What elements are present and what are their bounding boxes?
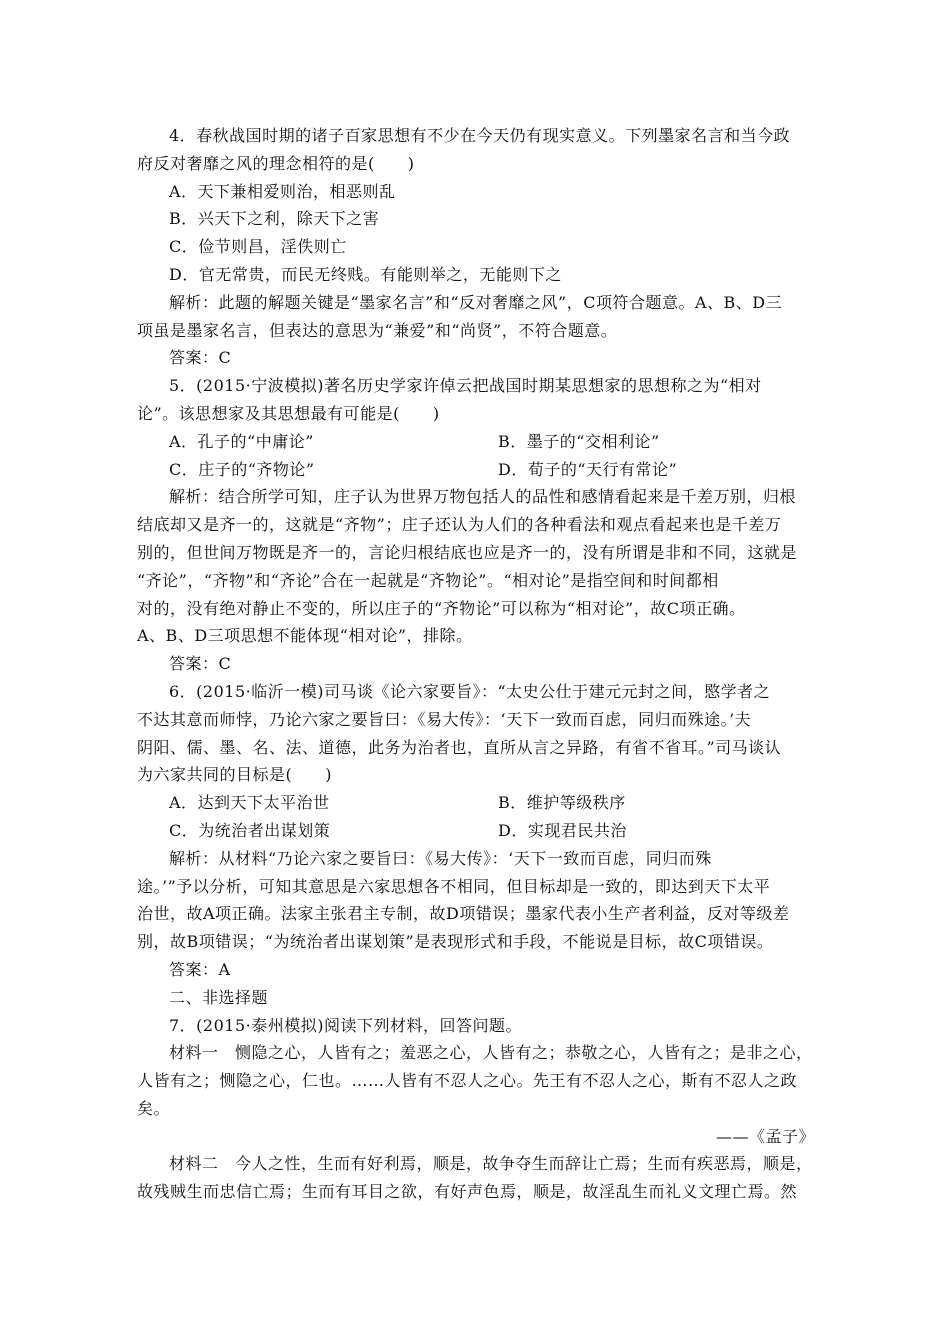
q6-options-row-2 bbox=[137, 817, 827, 845]
q5-analysis-line-6: A、B、D三项思想不能体现“相对论”，排除。 bbox=[137, 626, 473, 646]
q5-analysis-line-2: 结底却又是齐一的，这就是“齐物”；庄子还认为人们的各种看法和观点看起来也是千差万 bbox=[137, 515, 782, 535]
q5-option-c: C．庄子的“齐物论” bbox=[169, 459, 315, 479]
q6-option-d: D．实现君民共治 bbox=[498, 820, 627, 840]
q6-analysis-line-4: 别，故B项错误；“为统治者出谋划策”是表现形式和手段，不能说是目标，故C项错误。 bbox=[137, 932, 774, 952]
q4-stem-line-2: 府反对奢靡之风的理念相符的是( ) bbox=[137, 153, 415, 173]
q5-option-a: A．孔子的“中庸论” bbox=[169, 431, 314, 451]
q6-stem-line-4: 为六家共同的目标是( ) bbox=[137, 765, 332, 785]
q6-analysis-line-2: 途。’”予以分析，可知其意思是六家思想各不相同，但目标却是一致的，即达到天下太平 bbox=[137, 876, 771, 896]
q6-stem-line-3: 阴阳、儒、墨、名、法、道德，此务为治者也，直所从言之异路，有省不省耳。”司马谈认 bbox=[137, 737, 782, 757]
q4-answer: 答案：C bbox=[169, 348, 232, 368]
q4-option-c: C．俭节则昌，淫佚则亡 bbox=[169, 237, 347, 257]
q7-material-1-line-2: 人皆有之；恻隐之心，仁也。……人皆有不忍人之心。先王有不忍人之心，斯有不忍人之政 bbox=[137, 1071, 798, 1091]
q6-option-a: A．达到天下太平治世 bbox=[169, 793, 330, 813]
q5-stem-line-1: 5．(2015·宁波模拟)著名历史学家许倬云把战国时期某思想家的思想称之为“相对 bbox=[169, 376, 762, 396]
q6-option-c: C．为统治者出谋划策 bbox=[169, 820, 331, 840]
q4-stem-line-1: 4．春秋战国时期的诸子百家思想有不少在今天仍有现实意义。下列墨家名言和当今政 bbox=[169, 126, 791, 145]
q4-option-b: B．兴天下之利，除天下之害 bbox=[169, 209, 380, 229]
q5-answer: 答案：C bbox=[169, 654, 232, 674]
q5-analysis-line-1: 解析：结合所学可知，庄子认为世界万物包括人的品性和感情看起来是千差万别，归根 bbox=[169, 487, 797, 507]
q6-stem-line-1: 6．(2015·临沂一模)司马谈《论六家要旨》：“太史公仕于建元元封之间，愍学者之 bbox=[169, 681, 771, 701]
q5-stem-line-2: 论”。该思想家及其思想最有可能是( ) bbox=[137, 403, 440, 423]
q7-material-1-line-3: 矣。 bbox=[137, 1098, 171, 1118]
q7-material-2-line-1: 材料二 今人之性，生而有好利焉，顺是，故争夺生而辞让亡焉；生而有疾恶焉，顺是， bbox=[169, 1154, 813, 1174]
q6-stem-line-2: 不达其意而师悖，乃论六家之要旨曰：《易大传》：‘天下一致而百虑，同归而殊途。’夫 bbox=[137, 709, 752, 729]
q7-stem: 7．(2015·泰州模拟)阅读下列材料，回答问题。 bbox=[169, 1015, 522, 1035]
q5-analysis-line-4: “齐论”，“齐物”和“齐论”合在一起就是“齐物论”。“相对论”是指空间和时间都相 bbox=[137, 570, 719, 590]
q6-analysis-line-3: 治世，故A项正确。法家主张君主专制，故D项错误；墨家代表小生产者利益，反对等级差 bbox=[137, 904, 790, 924]
q5-analysis-line-3: 别的，但世间万物既是齐一的，言论归根结底也应是齐一的，没有所谓是非和不同，这就是 bbox=[137, 542, 798, 562]
q7-material-1-source: ——《孟子》 bbox=[715, 1126, 815, 1146]
q5-options-row-1 bbox=[137, 428, 827, 456]
q5-option-b: B．墨子的“交相利论” bbox=[498, 431, 660, 451]
q4-analysis-line-2: 项虽是墨家名言，但表达的意思为“兼爱”和“尚贤”，不符合题意。 bbox=[137, 320, 618, 340]
q6-option-b: B．维护等级秩序 bbox=[498, 793, 626, 813]
q5-options-row-2 bbox=[137, 456, 827, 484]
q4-analysis-line-1: 解析：此题的解题关键是“墨家名言”和“反对奢靡之风”，C项符合题意。A、B、D三 bbox=[169, 292, 783, 312]
q6-analysis-line-1: 解析：从材料“乃论六家之要旨曰：《易大传》：‘天下一致而百虑，同归而殊 bbox=[169, 848, 712, 868]
document-body bbox=[137, 122, 827, 1206]
section-heading: 二、非选择题 bbox=[169, 987, 269, 1007]
q6-options-row-1 bbox=[137, 789, 827, 817]
q7-material-2-line-2: 故残贼生而忠信亡焉；生而有耳目之欲，有好声色焉，顺是，故淫乱生而礼义文理亡焉。然 bbox=[137, 1182, 798, 1202]
q5-option-d: D．荀子的“天行有常论” bbox=[498, 459, 678, 479]
q4-option-d: D．官无常贵，而民无终贱。有能则举之，无能则下之 bbox=[169, 264, 562, 284]
q5-analysis-line-5: 对的，没有绝对静止不变的，所以庄子的“齐物论”可以称为“相对论”，故C项正确。 bbox=[137, 598, 746, 618]
q7-material-1-line-1: 材料一 恻隐之心，人皆有之；羞恶之心，人皆有之；恭敬之心，人皆有之；是非之心， bbox=[169, 1043, 813, 1063]
q4-option-a: A．天下兼相爱则治，相恶则乱 bbox=[169, 181, 396, 201]
q6-answer: 答案：A bbox=[169, 959, 231, 979]
